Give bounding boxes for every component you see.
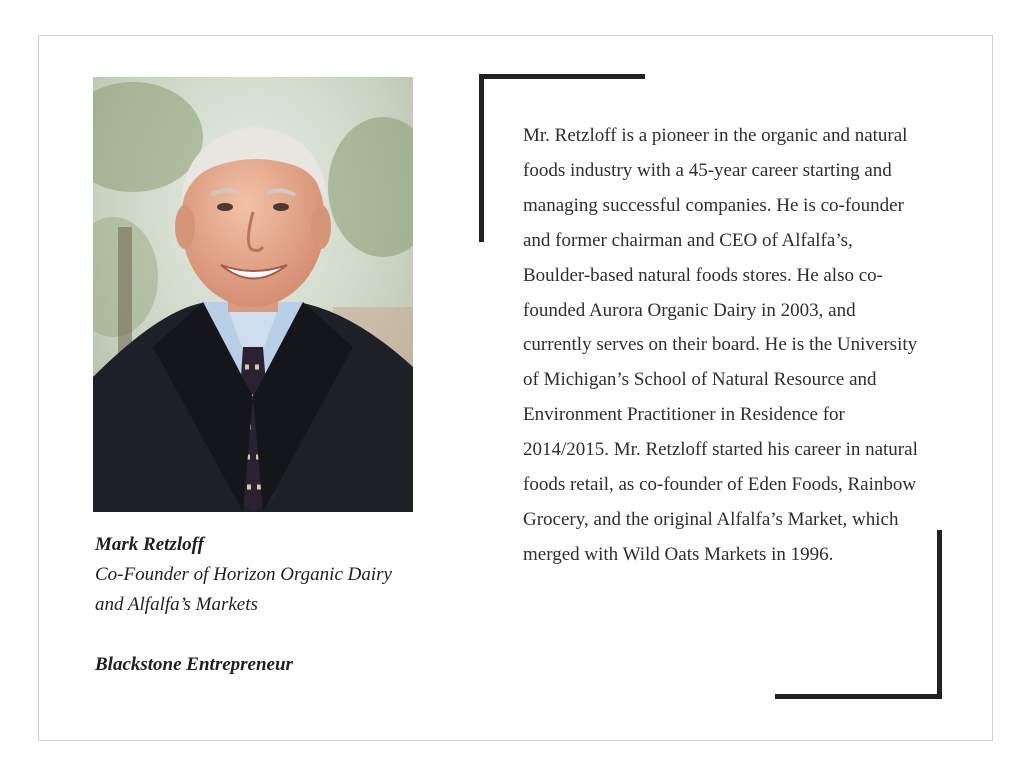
role-line-2: and Alfalfa’s Markets	[95, 594, 258, 615]
portrait-illustration	[93, 77, 413, 512]
caption-spacer	[95, 620, 465, 650]
profile-caption	[95, 530, 465, 680]
person-name: Mark Retzloff	[95, 534, 204, 555]
portrait-photo	[93, 77, 413, 512]
bracket-top-left-vertical	[479, 74, 484, 242]
bracket-bottom-right-horizontal	[775, 694, 942, 699]
bracket-top-left-horizontal	[479, 74, 645, 79]
role-line-1: Co-Founder of Horizon Organic Dairy	[95, 564, 392, 585]
bracket-bottom-right-vertical	[937, 530, 942, 699]
program-title: Blackstone Entrepreneur	[95, 654, 293, 675]
bio-text: Mr. Retzloff is a pioneer in the organic and natural foods industry with a 45-year career starting and managing successful companies. He is co-founder and former chairman and CEO of Alfalfa’s, Boulder-based natural foods stores. He also co-founded Aurora Organic Dairy in 2003, and currently serves on their board. He is the University of Michigan’s School of Natural Resource and Environment Practitioner in Residence for 2014/2015. Mr. Retzloff started his career in natural foods retail, as co-founder of Eden Foods, Rainbow Grocery, and the original Alfalfa’s Market, which merged with Wild Oats Markets in 1996.	[523, 125, 918, 565]
